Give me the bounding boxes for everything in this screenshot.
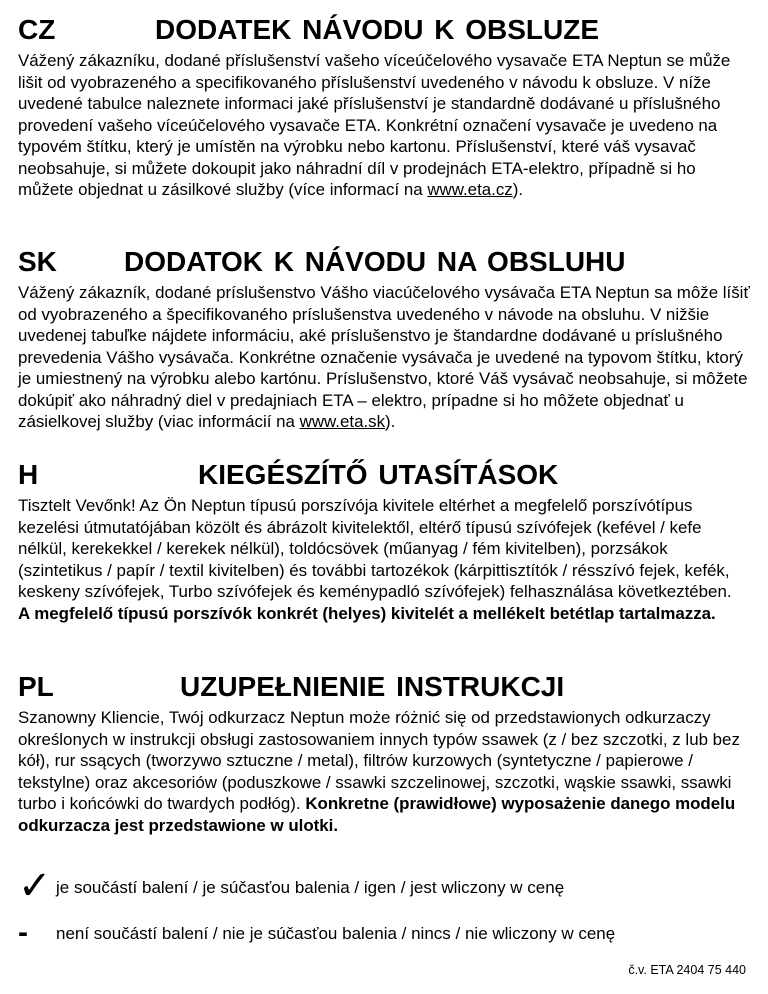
language-code: H [18,459,39,490]
section-title: UZUPEŁNIENIE INSTRUKCJI [180,671,565,702]
section-body: Vážený zákazníku, dodané příslušenství vašeho víceúčelového vysavače ETA Neptun se může lišit od vyobrazeného a specifikovaného příslušenství uvedeného v návodu k obsluze. V níže uvedené tabulce naleznete informaci jaké příslušenství je standardně dodávané u příslušného provedení vašeho víceúčelového vysavače ETA. Konkrétní označení vysavače je uvedeno na typovém štítku, který je umístěn na výrobku nebo kartonu. Příslušenství, které váš vysavač neobsahuje, si můžete dokoupit jako náhradní díl v prodejnách ETA-elektro, případně si ho můžete objednat u zásilkové služby (více informací na www.eta.cz). [18,51,731,199]
section-h [18,455,754,624]
legend-excluded [18,918,615,948]
section-title: KIEGÉSZÍTŐ UTASÍTÁSOK [198,459,559,490]
legend-included [18,866,564,906]
document-number: č.v. ETA 2404 75 440 [628,963,746,977]
website-link[interactable]: www.eta.cz [427,180,513,199]
section-heading [18,667,754,707]
legend-included-text: je součástí balení / je súčasťou balenia / igen / jest wliczony w cenę [56,878,565,897]
section-cz [18,10,754,201]
language-code: SK [18,246,57,277]
section-body: Tisztelt Vevőnk! Az Ön Neptun típusú porszívója kivitele eltérhet a megfelelő porszívótípus kezelési útmutatójában közölt és ábrázolt kivitelektől, eltérő típusú szívófejek (kefével / kefe nélkül, kerekekkel / kerekek nélkül), toldócsövek (műanyag / fém kivitelben), porzsákok (szintetikus / papír / textil kivitelben) és további tartozékok (kárpittisztítók / résszívó fejek, kefék, keskeny szívófejek, Turbo szívófejek és keménypadló szívófejek) felhasználása következtében. A megfelelő típusú porszívók konkrét (helyes) kivitelét a mellékelt betétlap tartalmazza. [18,496,732,623]
website-link[interactable]: www.eta.sk [299,412,386,431]
section-heading [18,242,754,282]
section-heading [18,455,754,495]
language-code: PL [18,671,54,702]
language-code: CZ [18,14,56,45]
dash-icon: - [18,916,28,949]
checkmark-icon: ✓ [18,864,52,908]
section-pl [18,667,754,836]
bold-note: A megfelelő típusú porszívók konkrét (helyes) kivitelét a mellékelt betétlap tartalmazza. [18,603,716,623]
section-heading [18,10,754,50]
section-body: Vážený zákazník, dodané príslušenstvo Vášho viacúčelového vysávača ETA Neptun sa môže líšiť od vyobrazeného a špecifikovaného príslušenstva uvedeného v návode na obsluhu. V nižšie uvedenej tabuľke nájdete informáciu, aké príslušenstvo je štandardne dodávané u príslušného prevedenia Vášho vysávača. Konkrétne označenie vysávača je uvedené na typovom štítku, ktorý je umiestnený na výrobku alebo kartónu. Príslušenstvo, ktoré Váš vysávač neobsahuje, si môžete dokúpiť ako náhradný diel v predajniach ETA – elektro, prípadne si ho môžete objednať u zásielkovej služby (viac informácií na www.eta.sk). [18,283,750,431]
section-body: Szanowny Kliencie, Twój odkurzacz Neptun może różnić się od przedstawionych odkurzaczy określonych w instrukcji obsługi zastosowaniem innych typów ssawek (z / bez szczotki, z lub bez kół), rur ssących (tworzywo sztuczne / metal), filtrów kurzowych (syntetyczne / papierowe / tekstylne) oraz akcesoriów (poduszkowe / ssawki szczelinowej, szczotki, wąskie ssawki, ssawki turbo i końcówki do twardych podłóg). Konkretne (prawidłowe) wyposażenie danego modelu odkurzacza jest przedstawione w ulotki. [18,708,740,835]
section-title: DODATOK K NÁVODU NA OBSLUHU [124,246,626,277]
legend-excluded-text: není součástí balení / nie je súčasťou balenia / nincs / nie wliczony w cenę [56,924,616,943]
section-sk [18,242,754,433]
section-title: DODATEK NÁVODU K OBSLUZE [155,14,600,45]
bold-note: Konkretne (prawidłowe) wyposażenie danego modelu odkurzacza jest przedstawione w ulotki. [18,794,736,835]
